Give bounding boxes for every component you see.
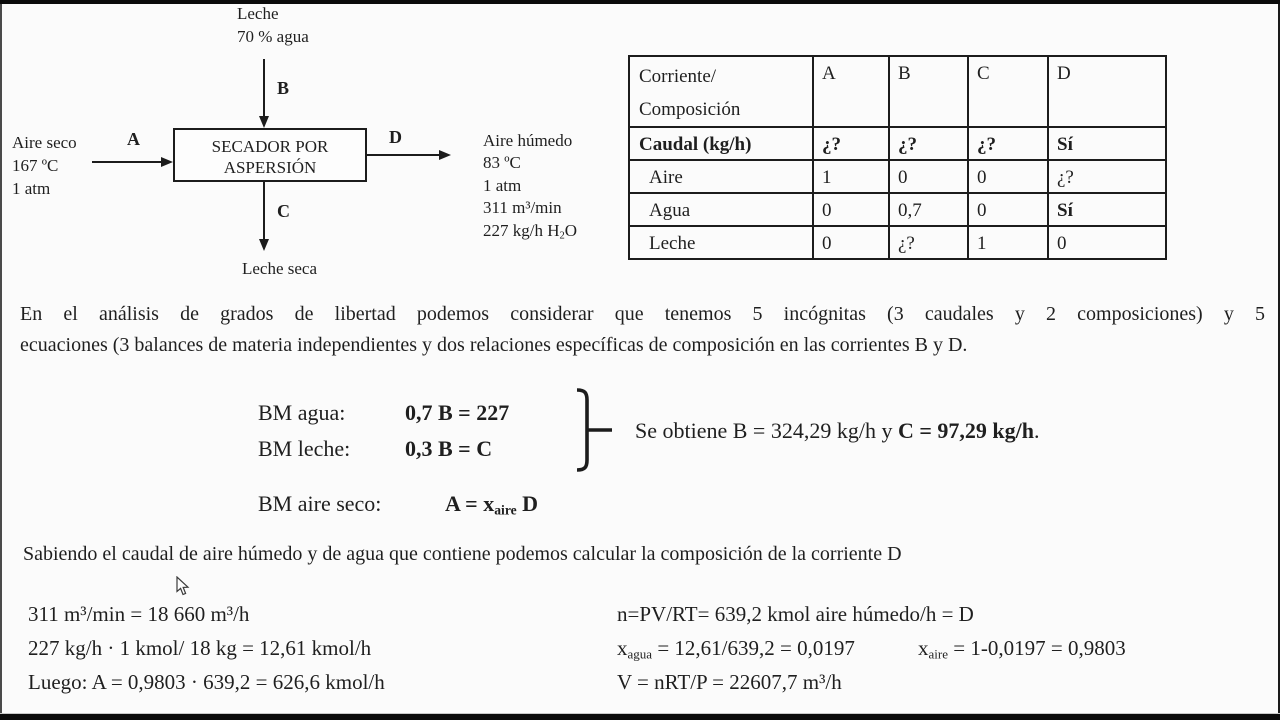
stream-b-source-label [237,2,309,48]
row-label-caudal: Caudal (kg/h) [629,127,813,160]
stream-a-line1: Aire seco [12,133,77,152]
arrow-d-line [367,154,440,156]
cell-agua-b: 0,7 [889,193,968,226]
column-header-b: B [889,56,968,127]
brace-icon [570,386,620,474]
cell-agua-c: 0 [968,193,1048,226]
stream-b-source-line1: Leche [237,4,279,23]
arrow-a-line [92,161,164,163]
cell-leche-a: 0 [813,226,889,259]
stream-c-label: C [277,201,290,221]
cell-aire-c: 0 [968,160,1048,193]
cell-agua-d: Sí [1048,193,1166,226]
row-label-leche: Leche [629,226,813,259]
stream-a-line2: 167 ºC [12,156,59,175]
bm-aire-label: BM aire seco: [258,491,382,516]
balance-result-bold: C = 97,29 kg/h [897,418,1034,443]
calc-left-line2: 227 kg/h · 1 kmol/ 18 kg = 12,61 kmol/h [28,636,372,660]
analysis-paragraph [20,299,1265,361]
stream-a-line3: 1 atm [12,179,51,198]
arrow-a-head-icon [161,157,173,167]
stream-d-line3: 1 atm [483,175,522,195]
mouse-cursor-icon [176,576,190,596]
calc-right-line1: n=PV/RT= 639,2 kmol aire húmedo/h = D [617,602,974,626]
bm-aire-equation: $A = x_{aire}$ D [445,491,539,518]
stream-d-conditions [483,130,577,248]
stream-d-line2: 83 ºC [483,153,521,173]
bm-agua-equation: 0,7 B = 227 [405,400,510,425]
column-header-a: A [813,56,889,127]
table-row [629,193,1166,226]
stream-c-product-label: Leche seca [242,259,318,278]
stream-d-label: D [389,127,402,147]
cell-aire-a: 1 [813,160,889,193]
row-label-agua: Agua [629,193,813,226]
cell-caudal-d: Sí [1048,127,1166,160]
stream-d-line4: 311 m³/min [483,198,562,218]
stream-d-line5: 227 kg/h $H_2O$ [483,220,578,242]
analysis-paragraph-line1: En el análisis de grados de libertad podemos considerar que tenemos 5 incógnitas (3 caudales y 2 composiciones) y 5 [20,303,1265,325]
cell-aire-d: ¿? [1048,160,1166,193]
analysis-paragraph-line2: ecuaciones (3 balances de materia independientes y dos relaciones específicas de composición en las corrientes B y D. [20,334,968,356]
arrow-c-line [263,182,265,240]
cell-agua-a: 0 [813,193,889,226]
bm-leche-label: BM leche: [258,436,351,461]
table-row [629,127,1166,160]
process-unit-line2: ASPERSIÓN [223,158,317,177]
row-label-aire: Aire [629,160,813,193]
stream-b-source-line2: 70 % agua [237,27,309,46]
stream-b-label: B [277,78,290,98]
bottom-letterbox-bar [0,713,1280,720]
left-frame-edge [0,4,2,713]
top-letterbox-bar [0,0,1280,4]
table-row [629,226,1166,259]
cell-caudal-c: ¿? [968,127,1048,160]
column-header-d: D [1048,56,1166,127]
bm-agua-label: BM agua: [258,400,346,425]
stream-a-conditions [12,131,77,200]
arrow-d-head-icon [439,150,451,160]
balance-result [635,418,1039,444]
calc-left-line3: Luego: A = 0,9803 · 639,2 = 626,6 kmol/h [28,670,385,694]
cell-caudal-b: ¿? [889,127,968,160]
calc-x-agua: $x_{agua} = 12,61/639,2 = 0,0197$ [617,636,855,662]
cell-leche-c: 1 [968,226,1048,259]
calc-right-line3: V = nRT/P = 22607,7 m³/h [617,670,842,694]
calc-left-line1: 311 m³/min = 18 660 m³/h [28,602,250,626]
process-unit-box [173,128,367,182]
arrow-b-head-icon [259,116,269,128]
stream-d-line1: Aire húmedo [483,131,573,150]
composition-table [628,55,1167,260]
cell-leche-d: 0 [1048,226,1166,259]
bm-leche-equation: 0,3 B = C [405,436,493,461]
calc-x-aire: $x_{aire} = 1-0,0197 = 0,9803$ [918,636,1126,662]
arrow-c-head-icon [259,239,269,251]
arrow-b-line [263,59,265,117]
process-unit-line1: SECADOR POR [211,137,329,156]
table-corner-header: Corriente/ Composición [629,56,813,127]
table-row [629,160,1166,193]
column-header-c: C [968,56,1048,127]
cell-leche-b: ¿? [889,226,968,259]
cell-caudal-a: ¿? [813,127,889,160]
note-sentence: Sabiendo el caudal de aire húmedo y de agua que contiene podemos calcular la composición de la corriente D [23,543,902,565]
balance-result-normal: Se obtiene B = 324,29 kg/h y [635,418,898,443]
stream-a-label: A [127,129,140,149]
balance-result-period: . [1033,418,1040,443]
cell-aire-b: 0 [889,160,968,193]
